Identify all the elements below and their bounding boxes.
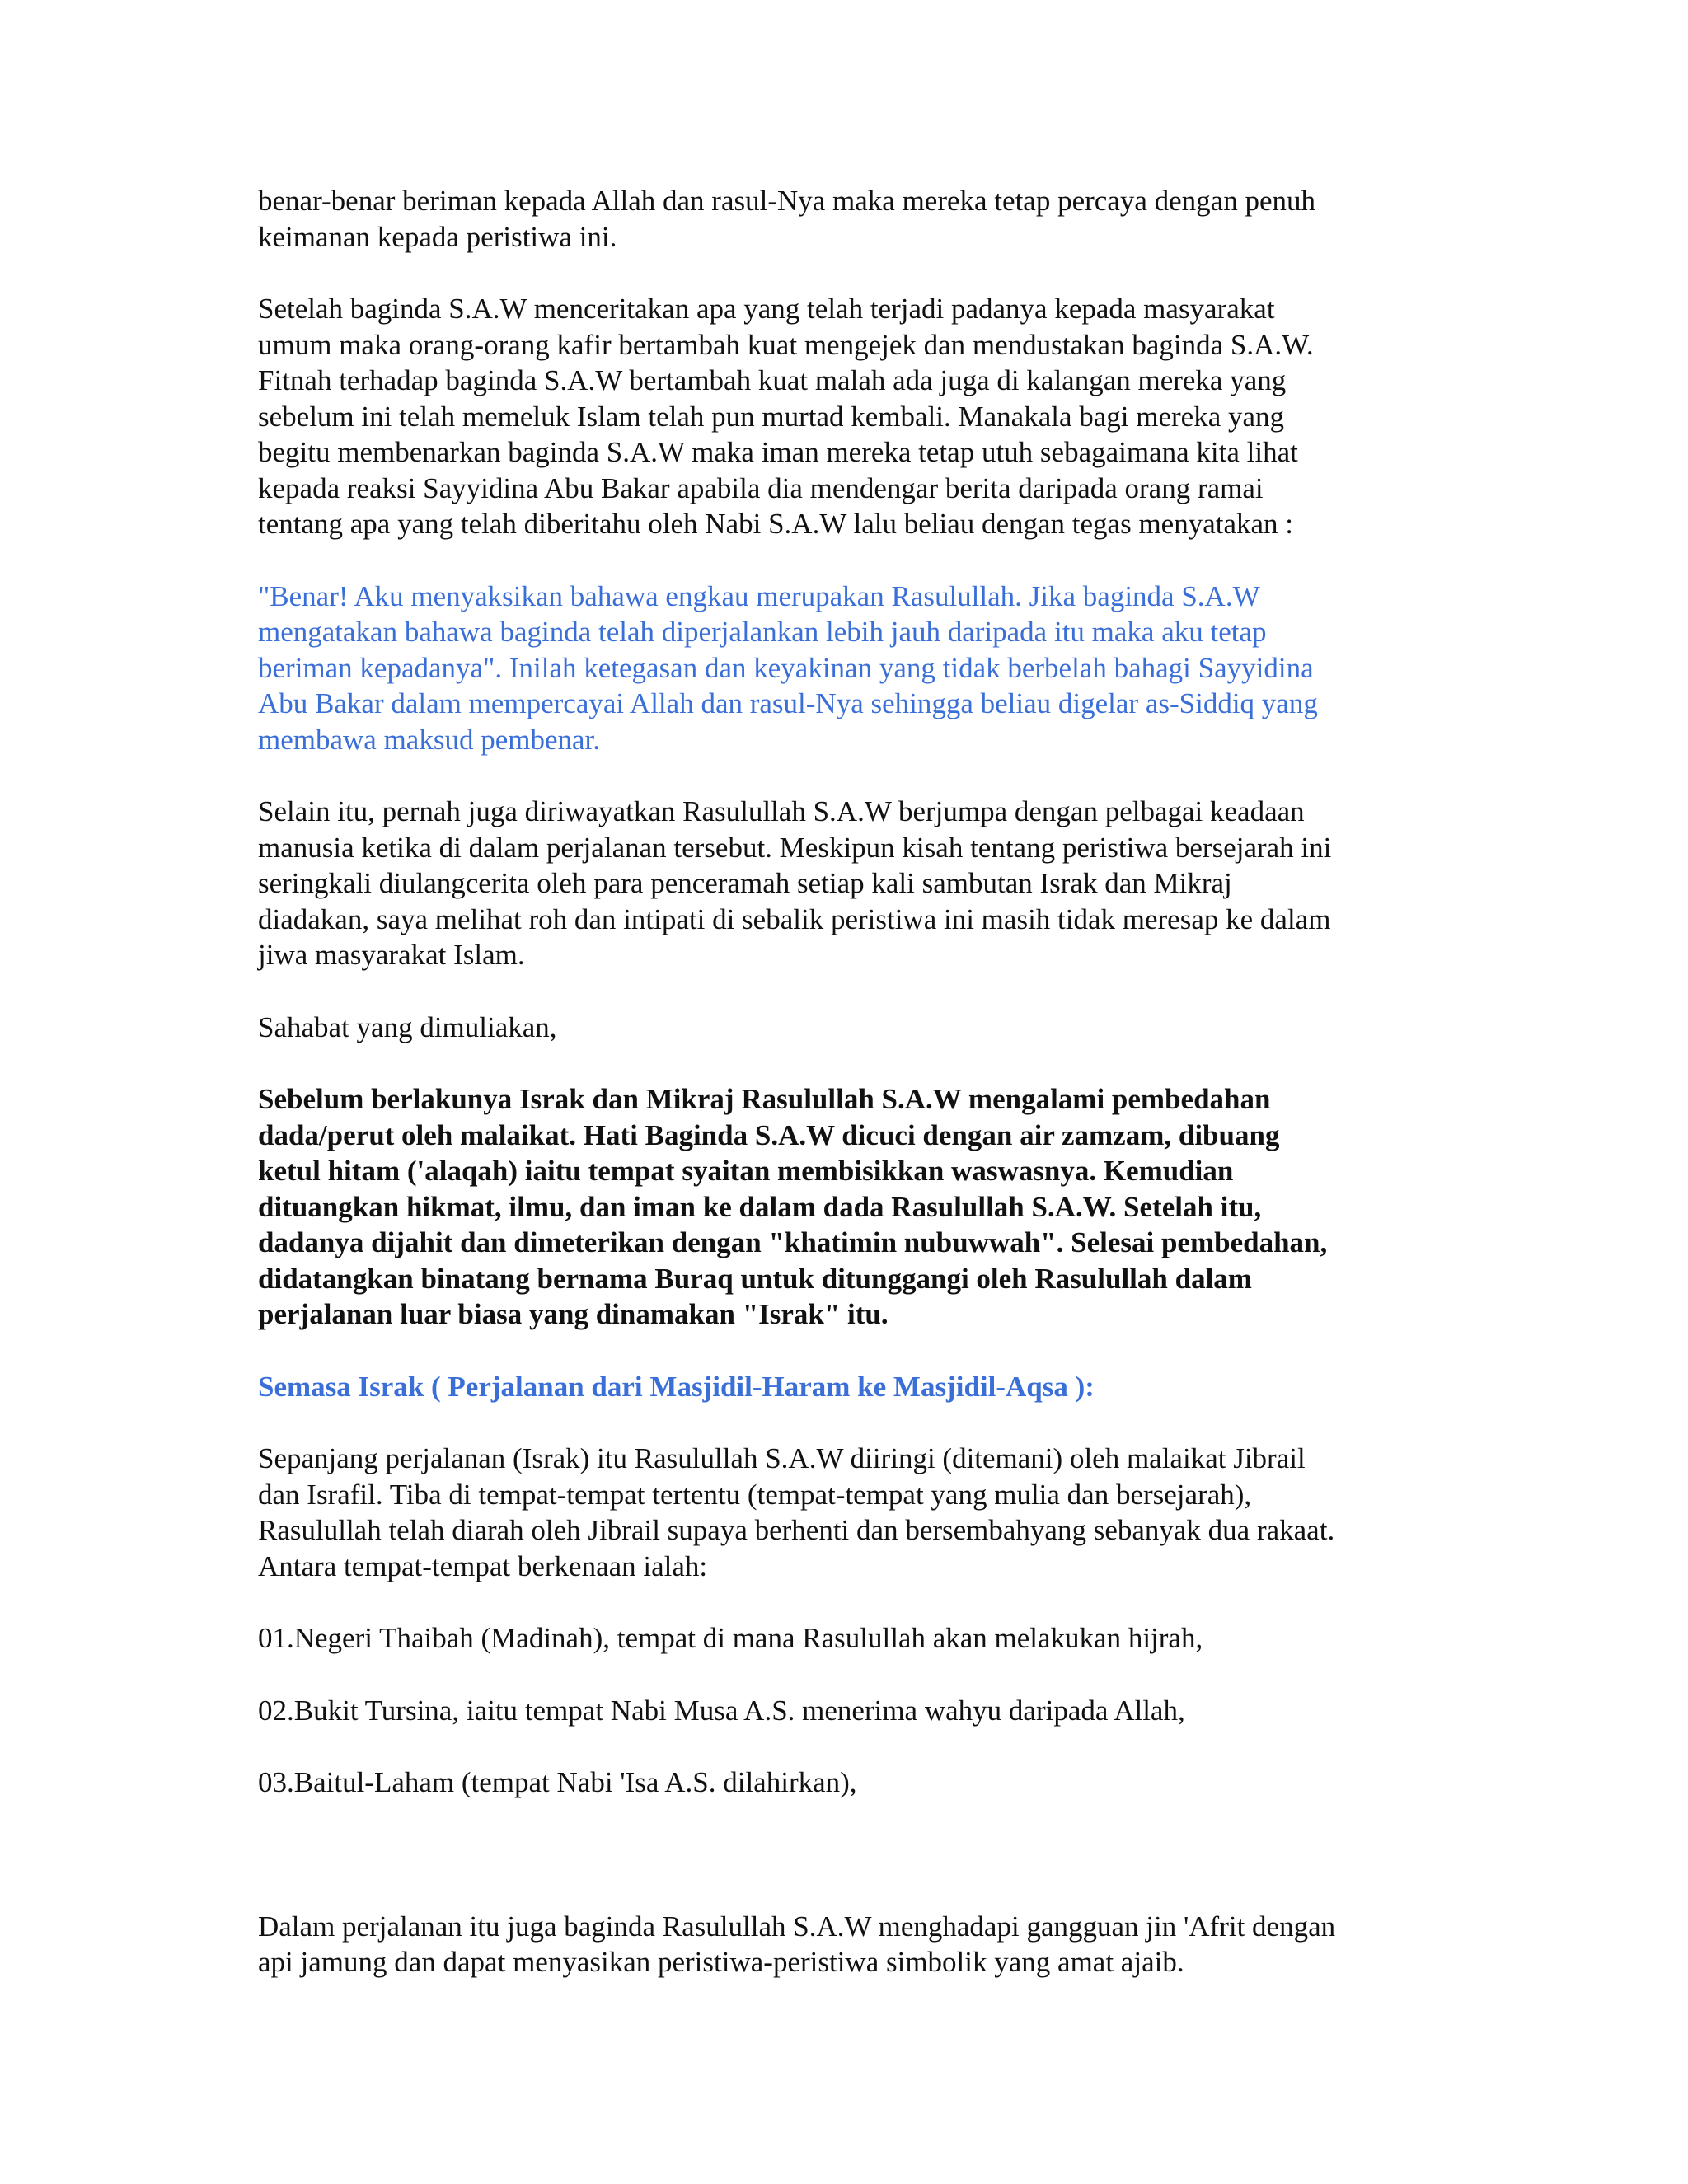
quote-paragraph	[258, 579, 1445, 758]
text-line: seringkali diulangcerita oleh para penceramah setiap kali sambutan Israk dan Mikraj	[258, 867, 1232, 899]
text-line: jiwa masyarakat Islam.	[258, 939, 525, 971]
bold-line: dadanya dijahit dan dimeterikan dengan "khatimin nubuwwah". Selesai pembedahan,	[258, 1226, 1328, 1258]
text-line: Selain itu, pernah juga diriwayatkan Rasulullah S.A.W berjumpa dengan pelbagai keadaan	[258, 795, 1305, 827]
text-line: sebelum ini telah memeluk Islam telah pun murtad kembali. Manakala bagi mereka yang	[258, 400, 1285, 433]
paragraph-closing	[258, 1909, 1445, 1980]
greeting-line: Sahabat yang dimuliakan,	[258, 1010, 557, 1043]
text-line: benar-benar beriman kepada Allah dan rasul-Nya maka mereka tetap percaya dengan penuh	[258, 185, 1315, 217]
bold-line: perjalanan luar biasa yang dinamakan "Israk" itu.	[258, 1298, 889, 1330]
quote-line: mengatakan bahawa baginda telah diperjalankan lebih jauh daripada itu maka aku tetap	[258, 616, 1267, 648]
text-line: umum maka orang-orang kafir bertambah kuat mengejek dan mendustakan baginda S.A.W.	[258, 328, 1314, 361]
text-line: Fitnah terhadap baginda S.A.W bertambah kuat malah ada juga di kalangan mereka yang	[258, 364, 1287, 396]
quote-line: beriman kepadanya". Inilah ketegasan dan keyakinan yang tidak berbelah bahagi Sayyidina	[258, 651, 1314, 684]
text-line: Antara tempat-tempat berkenaan ialah:	[258, 1549, 708, 1582]
document-body	[258, 183, 1445, 2017]
list-item-text: 03.Baitul-Laham (tempat Nabi 'Isa A.S. dilahirkan),	[258, 1766, 857, 1798]
list-item	[258, 1693, 1445, 1729]
bold-line: didatangkan binatang bernama Buraq untuk ditunggangi oleh Rasulullah dalam	[258, 1262, 1252, 1295]
bold-paragraph	[258, 1081, 1445, 1333]
greeting-paragraph	[258, 1010, 1445, 1046]
paragraph-story	[258, 291, 1445, 542]
list-item-text: 02.Bukit Tursina, iaitu tempat Nabi Musa A.S. menerima wahyu daripada Allah,	[258, 1694, 1185, 1727]
text-line: manusia ketika di dalam perjalanan tersebut. Meskipun kisah tentang peristiwa bersejarah ini	[258, 831, 1332, 864]
heading-line: Semasa Israk ( Perjalanan dari Masjidil-Haram ke Masjidil-Aqsa ):	[258, 1370, 1095, 1403]
text-line: Setelah baginda S.A.W menceritakan apa yang telah terjadi padanya kepada masyarakat	[258, 293, 1275, 325]
text-line: begitu membenarkan baginda S.A.W maka iman mereka tetap utuh sebagaimana kita lihat	[258, 436, 1298, 468]
quote-line: "Benar! Aku menyaksikan bahawa engkau merupakan Rasulullah. Jika baginda S.A.W	[258, 579, 1260, 612]
quote-line: membawa maksud pembenar.	[258, 723, 601, 756]
text-line: Rasulullah telah diarah oleh Jibrail supaya berhenti dan bersembahyang sebanyak dua rakaat.	[258, 1514, 1335, 1546]
text-line: Dalam perjalanan itu juga baginda Rasulullah S.A.W menghadapi gangguan jin 'Afrit dengan	[258, 1910, 1336, 1943]
section-heading	[258, 1369, 1445, 1405]
quote-line: Abu Bakar dalam mempercayai Allah dan rasul-Nya sehingga beliau digelar as-Siddiq yang	[258, 687, 1318, 719]
bold-line: ketul hitam ('alaqah) iaitu tempat syaitan membisikkan waswasnya. Kemudian	[258, 1155, 1234, 1187]
text-line: api jamung dan dapat menyasikan peristiwa-peristiwa simbolik yang amat ajaib.	[258, 1946, 1184, 1978]
text-line: diadakan, saya melihat roh dan intipati di sebalik peristiwa ini masih tidak meresap ke dalam	[258, 902, 1331, 935]
bold-line: dituangkan hikmat, ilmu, dan iman ke dalam dada Rasulullah S.A.W. Setelah itu,	[258, 1190, 1262, 1223]
text-line: dan Israfil. Tiba di tempat-tempat tertentu (tempat-tempat yang mulia dan bersejarah),	[258, 1478, 1252, 1511]
list-item	[258, 1765, 1445, 1801]
list-item-text: 01.Negeri Thaibah (Madinah), tempat di mana Rasulullah akan melakukan hijrah,	[258, 1622, 1203, 1654]
text-line: kepada reaksi Sayyidina Abu Bakar apabila dia mendengar berita daripada orang ramai	[258, 471, 1264, 504]
text-line: tentang apa yang telah diberitahu oleh Nabi S.A.W lalu beliau dengan tegas menyatakan :	[258, 508, 1294, 540]
paragraph-journey	[258, 794, 1445, 973]
bold-line: Sebelum berlakunya Israk dan Mikraj Rasulullah S.A.W mengalami pembedahan	[258, 1083, 1271, 1115]
bold-line: dada/perut oleh malaikat. Hati Baginda S.A.W dicuci dengan air zamzam, dibuang	[258, 1118, 1280, 1151]
text-line: keimanan kepada peristiwa ini.	[258, 220, 617, 253]
paragraph-intro	[258, 183, 1445, 255]
list-item	[258, 1620, 1445, 1657]
paragraph-israk	[258, 1441, 1445, 1584]
text-line: Sepanjang perjalanan (Israk) itu Rasulullah S.A.W diiringi (ditemani) oleh malaikat Jibrail	[258, 1442, 1306, 1474]
